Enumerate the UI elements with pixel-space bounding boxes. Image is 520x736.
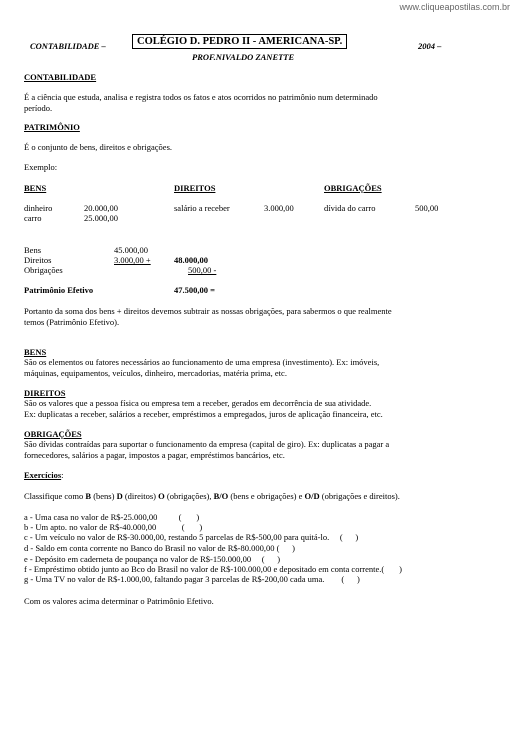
exercise-item: a - Uma casa no valor de R$-25.000,00 ( )	[24, 512, 200, 522]
calc-label-patrimonio-efetivo: Patrimônio Efetivo	[24, 285, 94, 295]
paragraph-line: São os elementos ou fatores necessários ao funcionamento de uma empresa (investimento). Ex: imóveis,	[24, 357, 380, 367]
paragraph-line: São os valores que a pessoa física ou empresa tem a receber, gerados em decorrência de sua atividade.	[24, 398, 372, 408]
exercises-heading	[24, 470, 64, 481]
exercise-closing: Com os valores acima determinar o Patrimônio Efetivo.	[24, 596, 214, 606]
exercise-item: d - Saldo em conta corrente no Banco do Brasil no valor de R$-80.000,00 ( )	[24, 543, 295, 553]
header-subtitle: PROF.NIVALDO ZANETTE	[192, 52, 295, 62]
section-heading-bens: BENS	[24, 347, 47, 357]
bens-item-label: carro	[24, 213, 42, 223]
paragraph-line: fornecedores, salários a pagar, impostos a pagar, empréstimos bancários, etc.	[24, 450, 285, 460]
header-left: CONTABILIDADE –	[30, 41, 106, 51]
header-title: COLÉGIO D. PEDRO II - AMERICANA-SP.	[132, 34, 347, 49]
calc-label-obrigacoes: Obrigações	[24, 265, 63, 275]
obrigacoes-item-label: dívida do carro	[324, 203, 376, 213]
calc-value-bens: 45.000,00	[114, 245, 148, 255]
intro-text: (direitos)	[122, 491, 159, 501]
paragraph-line: É a ciência que estuda, analisa e registra todos os fatos e atos ocorridos no patrimônio num determinado	[24, 92, 378, 102]
intro-text: Classifique como	[24, 491, 86, 501]
paragraph-line: máquinas, equipamentos, veículos, dinheiro, mercadorias, matéria prima, etc.	[24, 368, 287, 378]
paragraph-line: Ex: duplicatas a receber, salários a receber, empréstimos a empregados, juros de aplicação financeira, etc.	[24, 409, 383, 419]
paragraph-line: temos (Patrimônio Efetivo).	[24, 317, 120, 327]
section-heading-patrimonio: PATRIMÔNIO	[24, 122, 80, 132]
exercises-intro	[24, 491, 400, 502]
header-right: 2004 –	[418, 41, 442, 51]
intro-text: (obrigações),	[164, 491, 214, 501]
obrigacoes-item-value: 500,00	[415, 203, 439, 213]
exercise-item: f - Empréstimo obtido junto ao Bco do Brasil no valor de R$-100.000,00 e depositado em conta corrente.( )	[24, 564, 402, 574]
section-heading-contabilidade: CONTABILIDADE	[24, 72, 97, 82]
exercise-item: c - Um veículo no valor de R$-30.000,00, restando 5 parcelas de R$-500,00 para quitá-lo. ( )	[24, 532, 359, 542]
exercise-item: g - Uma TV no valor de R$-1.000,00, faltando pagar 3 parcelas de R$-200,00 cada uma. ( )	[24, 574, 360, 584]
bens-item-value: 25.000,00	[84, 213, 118, 223]
intro-code-b: B	[85, 491, 92, 501]
example-label: Exemplo:	[24, 162, 58, 172]
calc-label-direitos: Direitos	[24, 255, 52, 265]
exercises-heading-colon: :	[61, 470, 64, 480]
bens-item-label: dinheiro	[24, 203, 53, 213]
watermark: www.cliqueapostilas.com.br	[399, 2, 510, 12]
table-heading-bens: BENS	[24, 183, 47, 193]
calc-label-bens: Bens	[24, 245, 41, 255]
intro-code-bo: B/O	[213, 491, 229, 501]
intro-code-d: D	[116, 491, 123, 501]
bens-item-value: 20.000,00	[84, 203, 118, 213]
intro-code-o: O	[158, 491, 165, 501]
calc-value-direitos: 3.000,00 +	[114, 255, 151, 265]
intro-text: (bens e obrigações) e	[228, 491, 305, 501]
direitos-item-value: 3.000,00	[264, 203, 294, 213]
paragraph-line: período.	[24, 103, 53, 113]
table-heading-obrigacoes: OBRIGAÇÕES	[324, 183, 382, 193]
exercise-item: b - Um apto. no valor de R$-40.000,00 ( )	[24, 522, 203, 532]
intro-text: (obrigações e direitos).	[319, 491, 400, 501]
intro-text: (bens)	[91, 491, 117, 501]
direitos-item-label: salário a receber	[174, 203, 230, 213]
exercise-item: e - Depósito em caderneta de poupança no valor de R$-150.000,00 ( )	[24, 554, 281, 564]
section-heading-obrigacoes: OBRIGAÇÕES	[24, 429, 82, 439]
table-heading-direitos: DIREITOS	[174, 183, 216, 193]
calc-sum: 48.000,00	[174, 255, 208, 265]
intro-code-od: O/D	[304, 491, 320, 501]
exercises-heading-text: Exercícios	[24, 470, 62, 480]
calc-value-obrigacoes: 500,00 -	[188, 265, 217, 275]
paragraph-line: São dívidas contraídas para suportar o funcionamento da empresa (capital de giro). Ex: duplicatas a pagar a	[24, 439, 390, 449]
paragraph-line: Portanto da soma dos bens + direitos devemos subtrair as nossas obrigações, para sabermos o que realmente	[24, 306, 392, 316]
paragraph-line: É o conjunto de bens, direitos e obrigações.	[24, 142, 173, 152]
section-heading-direitos: DIREITOS	[24, 388, 66, 398]
calc-value-patrimonio-efetivo: 47.500,00 =	[174, 285, 215, 295]
